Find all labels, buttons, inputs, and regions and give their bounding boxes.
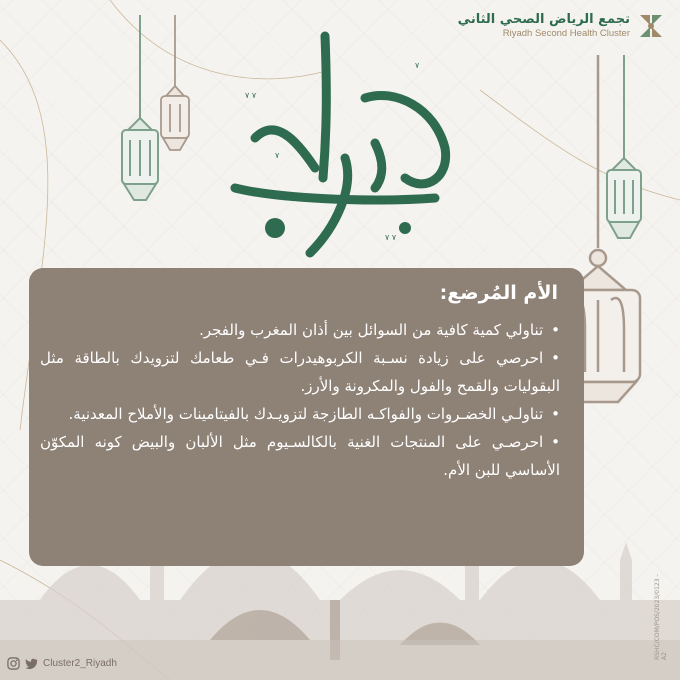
cluster-logo-icon [638,13,664,39]
twitter-icon[interactable] [25,657,38,670]
social-footer [7,657,117,670]
social-handle[interactable]: Cluster2_Riyadh [43,658,117,669]
svg-text:۷ ۷: ۷ ۷ [245,91,257,100]
lantern-tan-left [161,15,189,150]
logo [458,12,664,40]
logo-english-name: Riyadh Second Health Cluster [502,28,630,40]
instagram-icon[interactable] [7,657,20,670]
svg-text:۷ ۷: ۷ ۷ [385,233,397,242]
content-card [29,268,584,566]
tip-item: • احرصـي على المنتجات الغنية بالكالسـيوم مثل الألبان والبيض كونه المكوّن الأساسي للبن الأم. [40,428,560,484]
svg-text:۷: ۷ [415,61,420,70]
document-code: RSHC/COM/POS/2023/0123 - A2 [654,574,668,660]
ramadan-mubarak-calligraphy [215,28,465,258]
logo-arabic-name: تجمع الرياض الصحي الثاني [457,12,630,27]
tip-item: • تناولي كمية كافية من السوائل بين أذان المغرب والفجر. [40,316,560,344]
lantern-green-right [607,55,641,238]
tips-list [40,316,560,484]
card-title: الأم المُرضع: [439,282,558,304]
tip-item: • تناولـي الخضـروات والفواكـه الطازجة لتزويـدك بالفيتامينات والأملاح المعدنية. [40,400,560,428]
svg-text:۷: ۷ [275,151,280,160]
tip-item: • احرصي على زيادة نسـبة الكربوهيدرات فـي طعامك لتزويدك بالطاقة مثل البقوليات والقمح والفول والمكرونة والأرز. [40,344,560,400]
